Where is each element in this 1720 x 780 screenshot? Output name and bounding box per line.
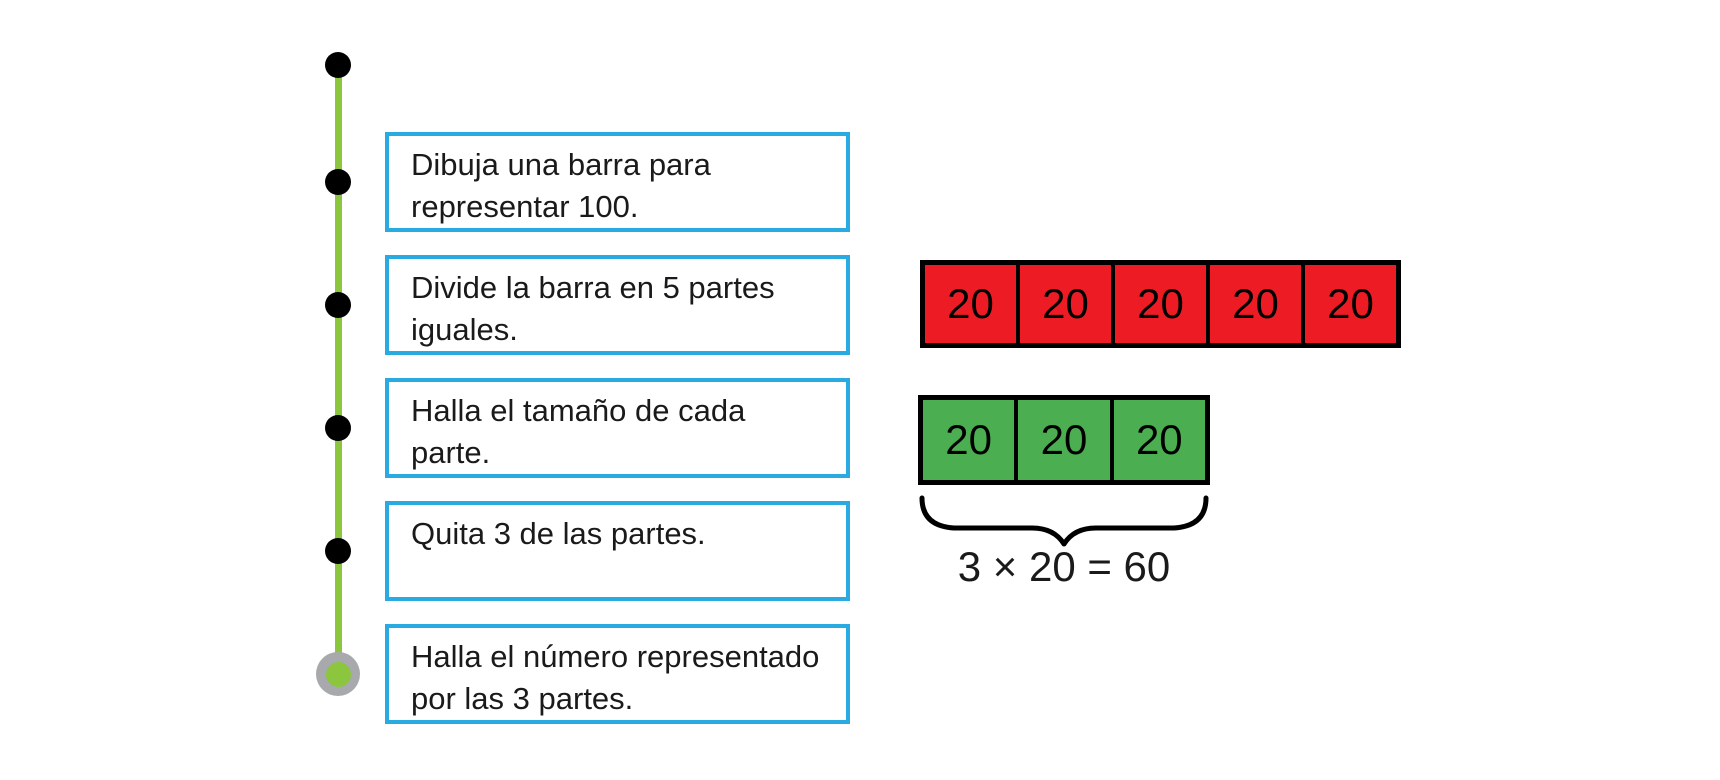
timeline-dot-4 [325, 415, 351, 441]
step-label-3: Halla el tamaño de cada parte. [411, 393, 746, 470]
timeline-dot-1 [325, 52, 351, 78]
green-bar [918, 395, 1210, 485]
red-bar-cell-5: 20 [1305, 265, 1396, 343]
brace-icon [918, 492, 1210, 548]
timeline-end-node-inner [326, 662, 351, 687]
red-bar-cell-1: 20 [925, 265, 1020, 343]
green-bar-cell-2: 20 [1018, 400, 1113, 480]
timeline-line [335, 65, 342, 674]
step-label-5: Halla el número representado por las 3 partes. [411, 639, 820, 716]
red-bar-cell-2: 20 [1020, 265, 1115, 343]
step-box-2 [385, 255, 850, 355]
equation-text: 3 × 20 = 60 [957, 543, 1171, 590]
green-bar-cell-3: 20 [1114, 400, 1205, 480]
step-box-4 [385, 501, 850, 601]
step-label-4: Quita 3 de las partes. [411, 516, 706, 551]
step-box-1 [385, 132, 850, 232]
red-bar-cell-3: 20 [1115, 265, 1210, 343]
timeline-dot-2 [325, 169, 351, 195]
step-box-3 [385, 378, 850, 478]
red-bar-cell-4: 20 [1210, 265, 1305, 343]
green-bar-cell-1: 20 [923, 400, 1018, 480]
step-label-2: Divide la barra en 5 partes iguales. [411, 270, 775, 347]
red-bar [920, 260, 1401, 348]
timeline-dot-3 [325, 292, 351, 318]
step-label-1: Dibuja una barra para representar 100. [411, 147, 711, 224]
timeline-dot-5 [325, 538, 351, 564]
timeline-end-node [316, 652, 360, 696]
step-box-5 [385, 624, 850, 724]
